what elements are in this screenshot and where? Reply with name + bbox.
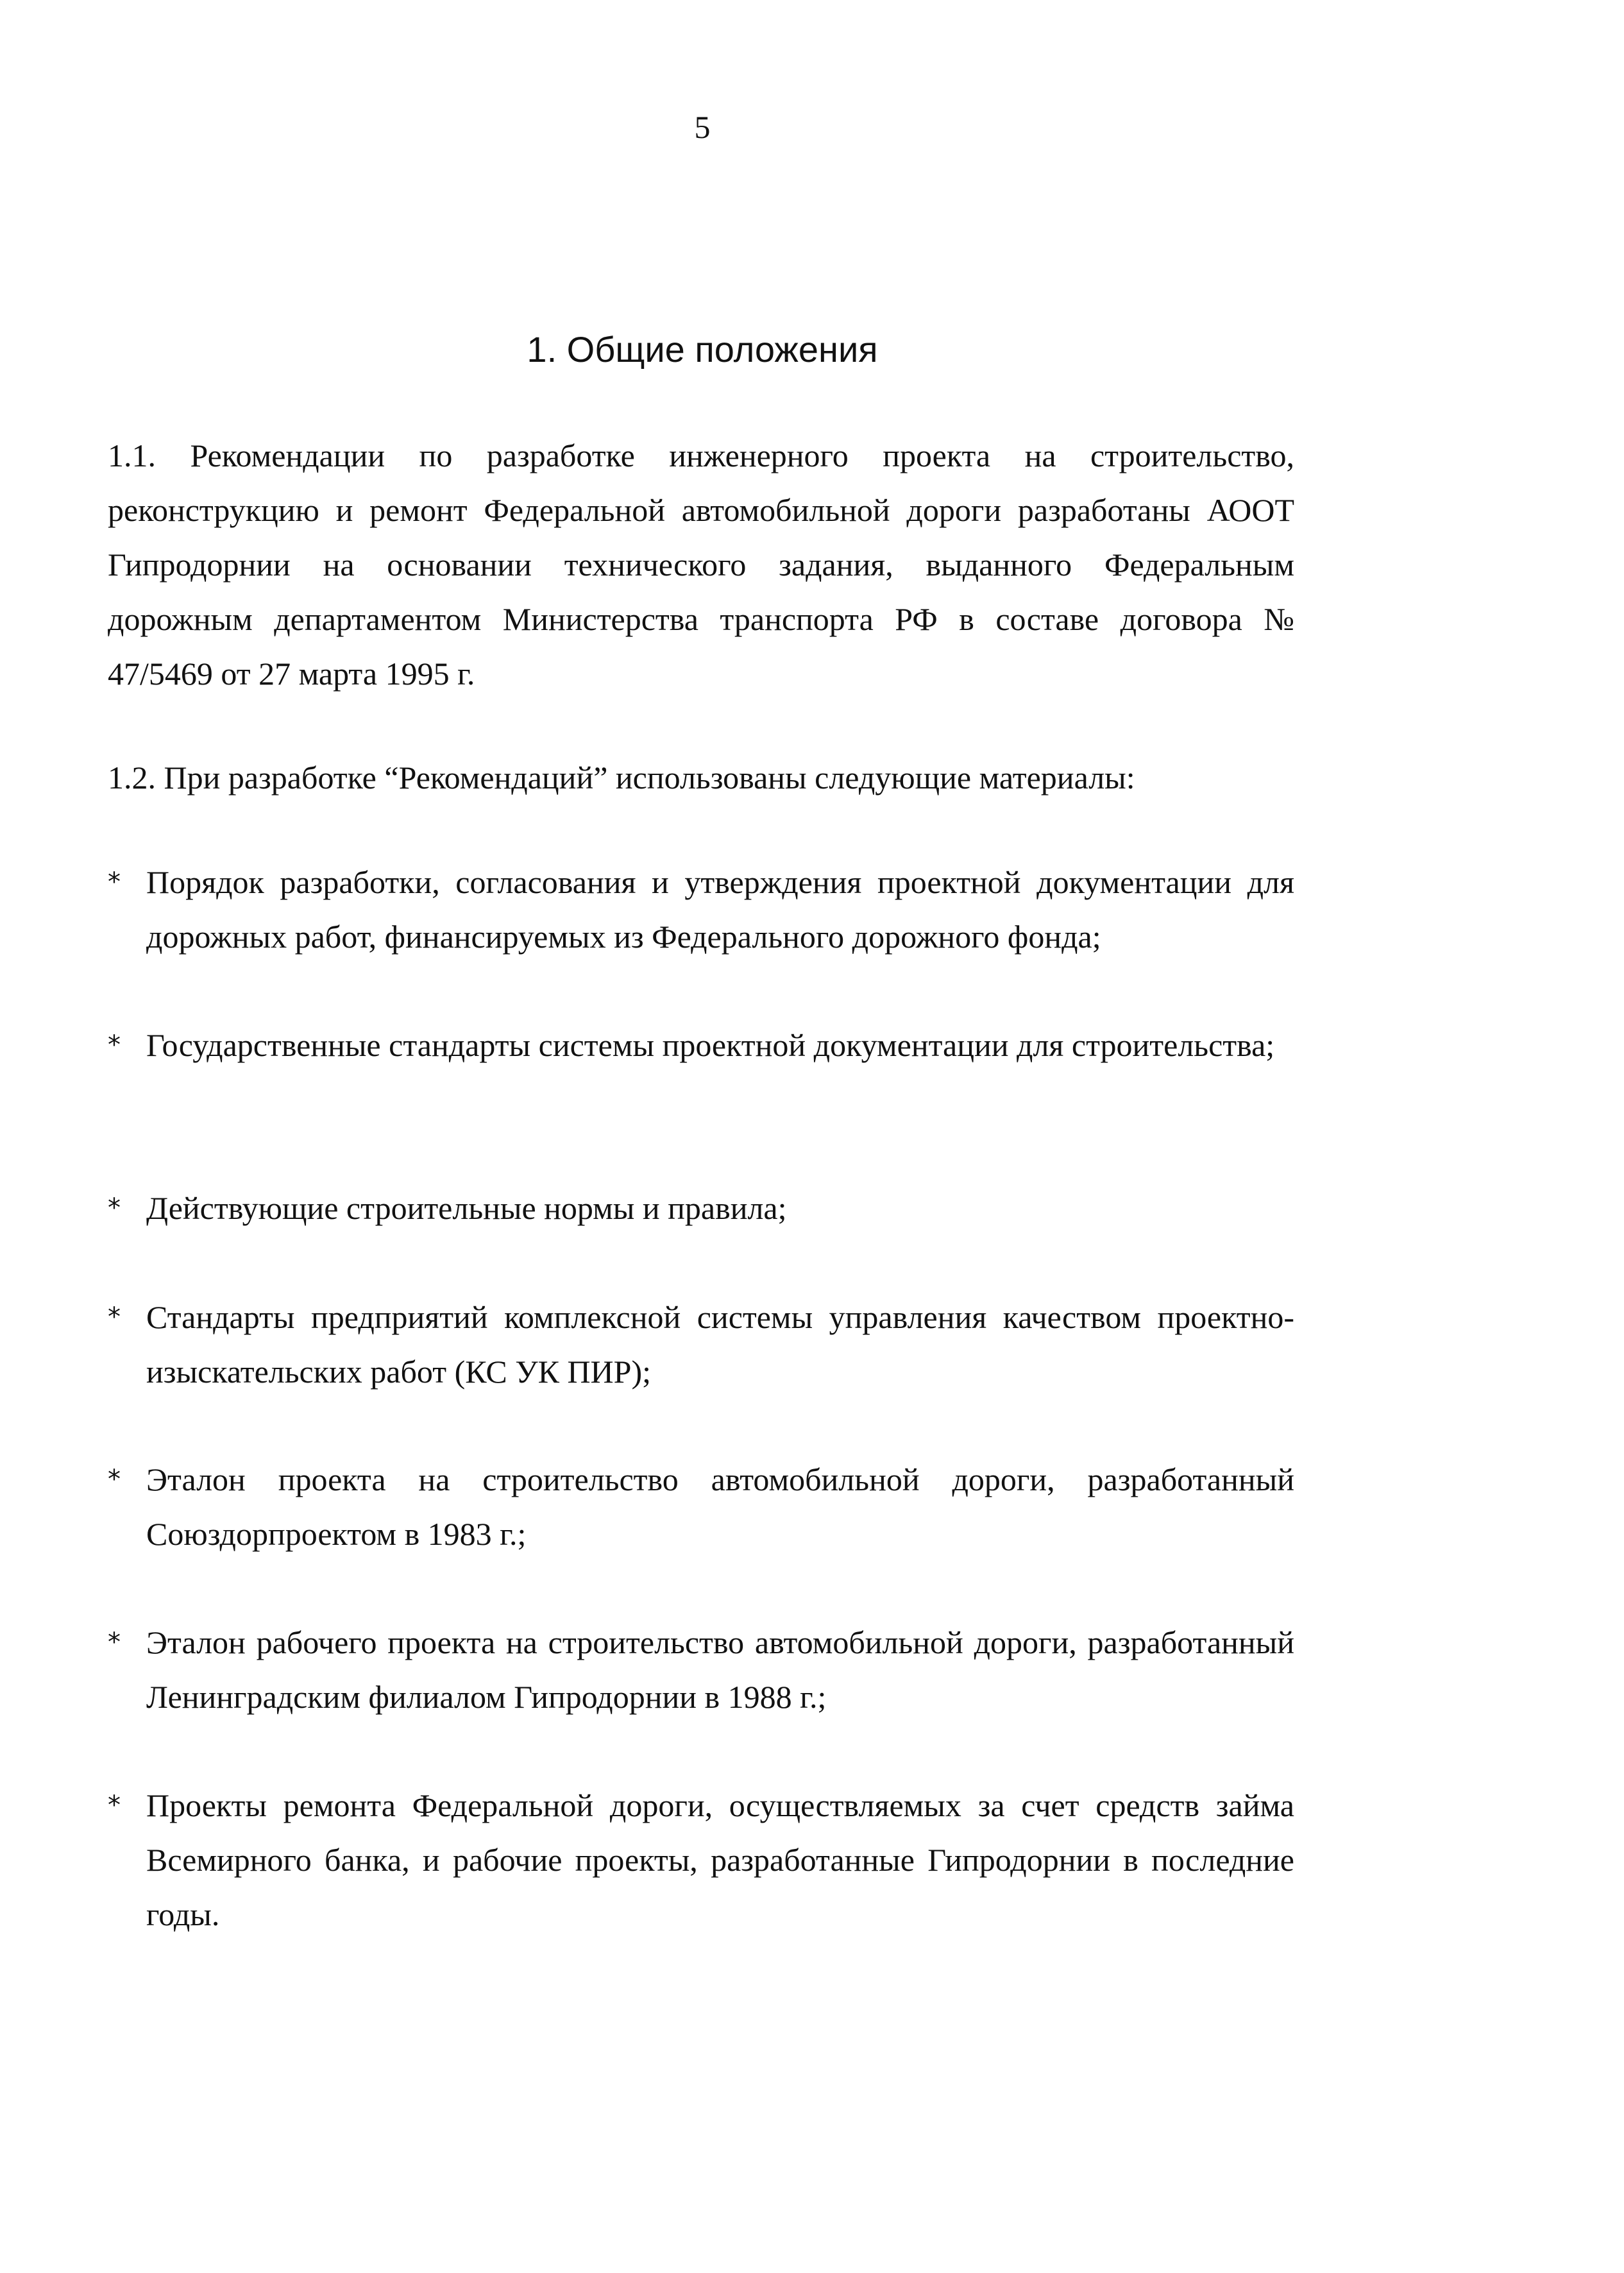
list-item-text: Эталон рабочего проекта на строительство автомобильной дороги, разработанный Ленинградским филиалом Гипродорнии в 1988 г.; xyxy=(146,1624,1294,1715)
bullet-marker-icon: * xyxy=(108,1030,121,1060)
list-item-text: Проекты ремонта Федеральной дороги, осуществляемых за счет средств займа Всемирного банка, и рабочие проекты, разработанные Гипродорнии в последние годы. xyxy=(146,1787,1294,1932)
list-item xyxy=(108,1181,1294,1236)
list-item-text: Государственные стандарты системы проектной документации для строительства; xyxy=(146,1027,1275,1063)
bullet-marker-icon: * xyxy=(108,1465,121,1494)
list-item-text: Порядок разработки, согласования и утверждения проектной документации для дорожных работ, финансируемых из Федерального дорожного фонда; xyxy=(146,864,1294,955)
list-item xyxy=(108,1778,1294,1942)
paragraph-1-2: 1.2. При разработке “Рекомендаций” использованы следующие материалы: xyxy=(108,760,1135,796)
bullet-marker-icon: * xyxy=(108,1193,121,1223)
page-number: 5 xyxy=(694,109,711,145)
list-item xyxy=(108,1452,1294,1562)
list-item-text: Стандарты предприятий комплексной системы управления качеством проектно-изыскательских работ (КС УК ПИР); xyxy=(146,1299,1294,1390)
list-item-text: Эталон проекта на строительство автомобильной дороги, разработанный Союздорпроектом в 1983 г.; xyxy=(146,1461,1294,1552)
bullet-marker-icon: * xyxy=(108,1628,121,1657)
list-item xyxy=(108,1615,1294,1724)
bullet-marker-icon: * xyxy=(108,1791,121,1820)
bullet-marker-icon: * xyxy=(108,1302,121,1332)
list-item xyxy=(108,1018,1294,1073)
list-item-text: Действующие строительные нормы и правила; xyxy=(146,1190,787,1226)
list-item xyxy=(108,855,1294,964)
paragraph-1-1: 1.1. Рекомендации по разработке инженерного проекта на строительство, реконструкцию и ремонт Федеральной автомобильной дороги разработаны АООТ Гипродорнии на основании технического задания, выданного Федеральным дорожным департаментом Министерства транспорта РФ в составе договора № 47/5469 от 27 марта 1995 г. xyxy=(108,438,1294,692)
list-item xyxy=(108,1290,1294,1399)
bullet-marker-icon: * xyxy=(108,867,121,897)
section-title: 1. Общие положения xyxy=(527,329,878,370)
